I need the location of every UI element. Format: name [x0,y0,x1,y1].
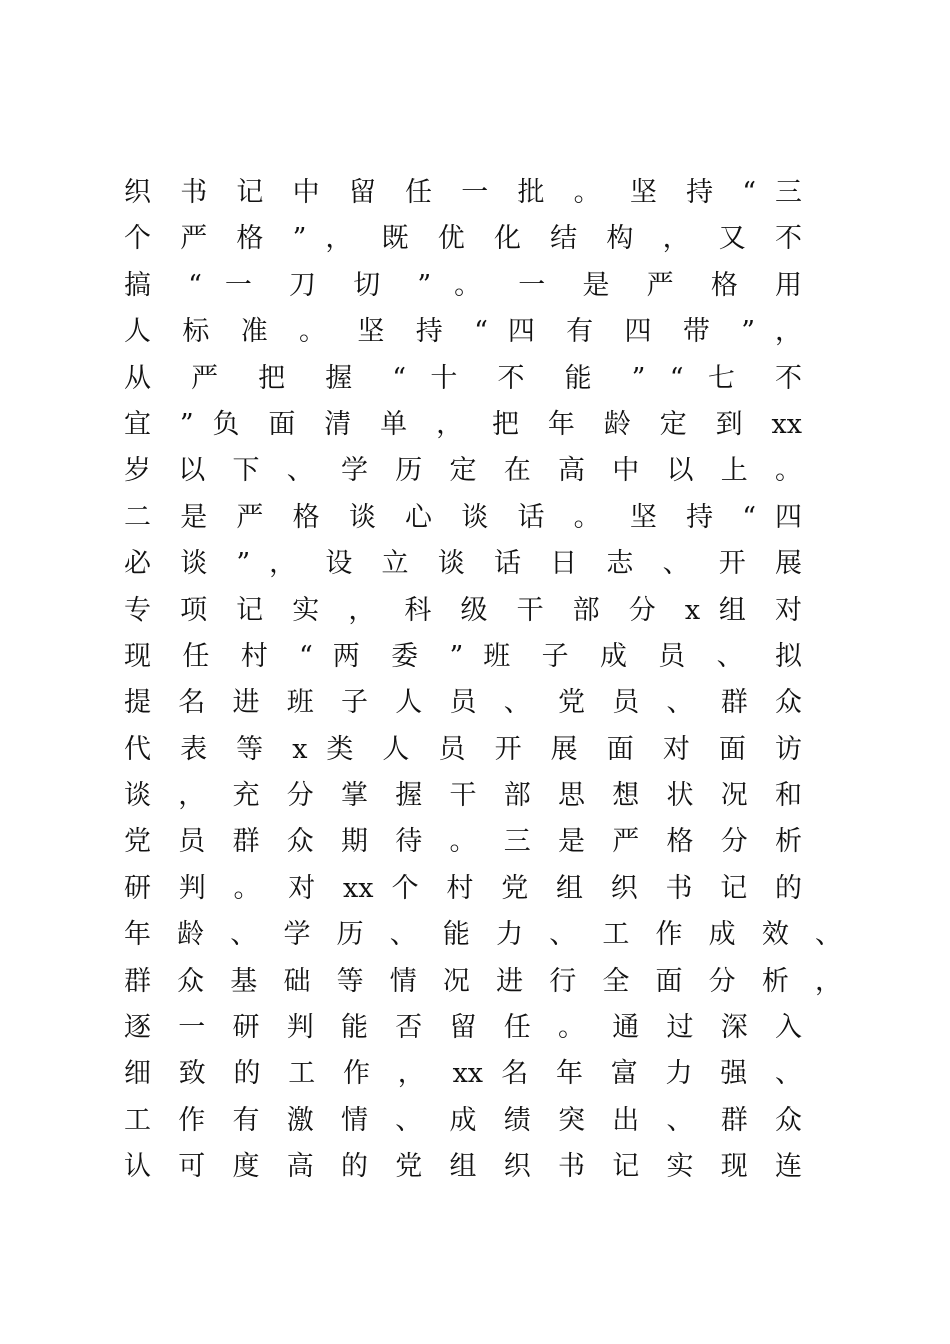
text-line-14: 谈 ， 充 分 掌 握 干 部 思 想 状 况 和 [124,780,802,812]
text-line-8: 二 是 严 格 谈 心 谈 话 。 坚 持 “ 四 [124,501,802,533]
text-line-17: 年 龄 、 学 历 、 能 力 、 工 作 成 效 、 [124,919,842,951]
text-line-10: 专 项 记 实 ， 科 级 干 部 分 x 组 对 [124,594,802,626]
text-line-7: 岁 以 下 、 学 历 定 在 高 中 以 上 。 [124,455,802,487]
text-line-20: 细 致 的 工 作 ， xx 名 年 富 力 强 、 [124,1058,802,1090]
text-line-16: 研 判 。 对 xx 个 村 党 组 织 书 记 的 [124,872,802,904]
text-line-1: 织 书 记 中 留 任 一 批 。 坚 持 “ 三 [124,177,802,208]
text-line-11: 现 任 村 “ 两 委 ” 班 子 成 员 、 拟 [124,640,802,672]
text-line-5: 从 严 把 握 “ 十 不 能 ” “ 七 不 [124,362,802,394]
text-line-6: 宜 ” 负 面 清 单 ， 把 年 龄 定 到 xx [124,408,802,440]
text-line-12: 提 名 进 班 子 人 员 、 党 员 、 群 众 [124,687,802,719]
text-line-19: 逐 一 研 判 能 否 留 任 。 通 过 深 入 [124,1012,802,1044]
text-line-9: 必 谈 ” ， 设 立 谈 话 日 志 、 开 展 [124,548,802,580]
body-text [124,170,844,1191]
text-line-13: 代 表 等 x 类 人 员 开 展 面 对 面 访 [124,733,802,765]
text-line-22: 认 可 度 高 的 党 组 织 书 记 实 现 连 [124,1151,802,1183]
text-line-3: 搞 “ 一 刀 切 ” 。 一 是 严 格 用 [124,269,802,301]
text-line-21: 工 作 有 激 情 、 成 绩 突 出 、 群 众 [124,1104,802,1136]
text-line-15: 党 员 群 众 期 待 。 三 是 严 格 分 析 [124,826,802,858]
text-line-4: 人 标 准 。 坚 持 “ 四 有 四 带 ” ， [124,316,802,348]
text-line-2: 个 严 格 ” ， 既 优 化 结 构 ， 又 不 [124,223,802,255]
text-line-18: 群 众 基 础 等 情 况 进 行 全 面 分 析 ， [124,965,842,997]
